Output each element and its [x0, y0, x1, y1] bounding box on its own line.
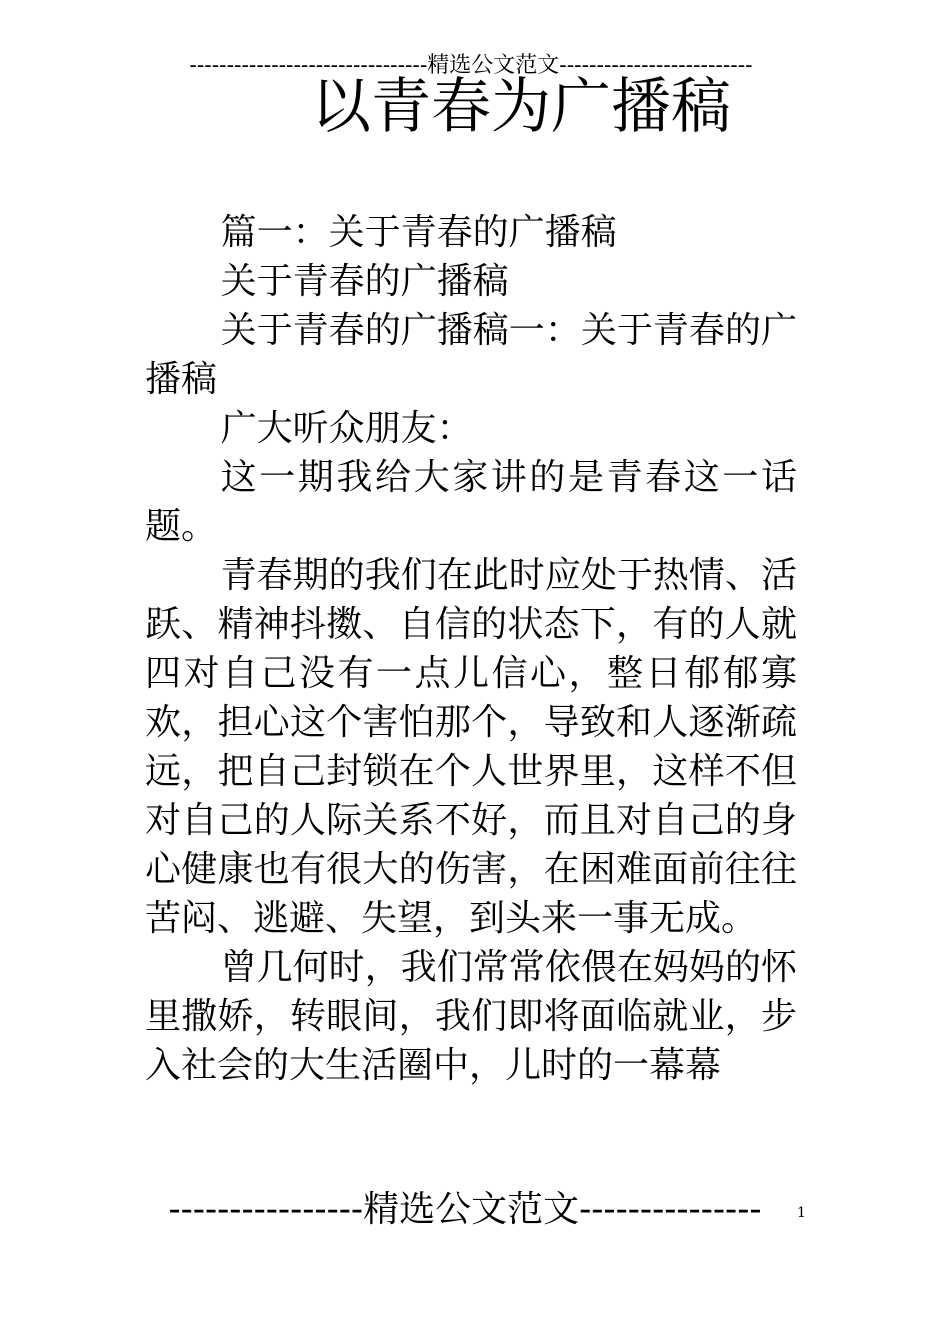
- page-number: 1: [797, 1205, 806, 1221]
- document-body: [145, 208, 797, 1090]
- subheading: 关于青春的广播稿: [220, 261, 509, 302]
- page-header: --------------------------------精选公文范文--------------------------: [189, 53, 753, 78]
- paragraph: 曾几何时，我们常常依偎在妈妈的怀里撒娇，转眼间，我们即将面临就业，步入社会的大生活圈中，儿时的一幕幕: [145, 947, 797, 1086]
- page-footer: ----------------精选公文范文---------------: [168, 1189, 762, 1230]
- greeting: 广大听众朋友：: [220, 408, 473, 449]
- paragraph: 这一期我给大家讲的是青春这一话题。: [145, 457, 797, 547]
- paragraph: 青春期的我们在此时应处于热情、活跃、精神抖擞、自信的状态下，有的人就四对自己没有一点儿信心，整日郁郁寡欢，担心这个害怕那个，导致和人逐渐疏远，把自己封锁在个人世界里，这样不但对自己的人际关系不好，而且对自己的身心健康也有很大的伤害，在困难面前往往苦闷、逃避、失望，到头来一事无成。: [145, 555, 797, 939]
- paragraph: 关于青春的广播稿一：关于青春的广播稿: [145, 310, 797, 400]
- section-heading: 篇一：关于青春的广播稿: [220, 212, 617, 253]
- document-title: 以青春为广播稿: [311, 72, 731, 142]
